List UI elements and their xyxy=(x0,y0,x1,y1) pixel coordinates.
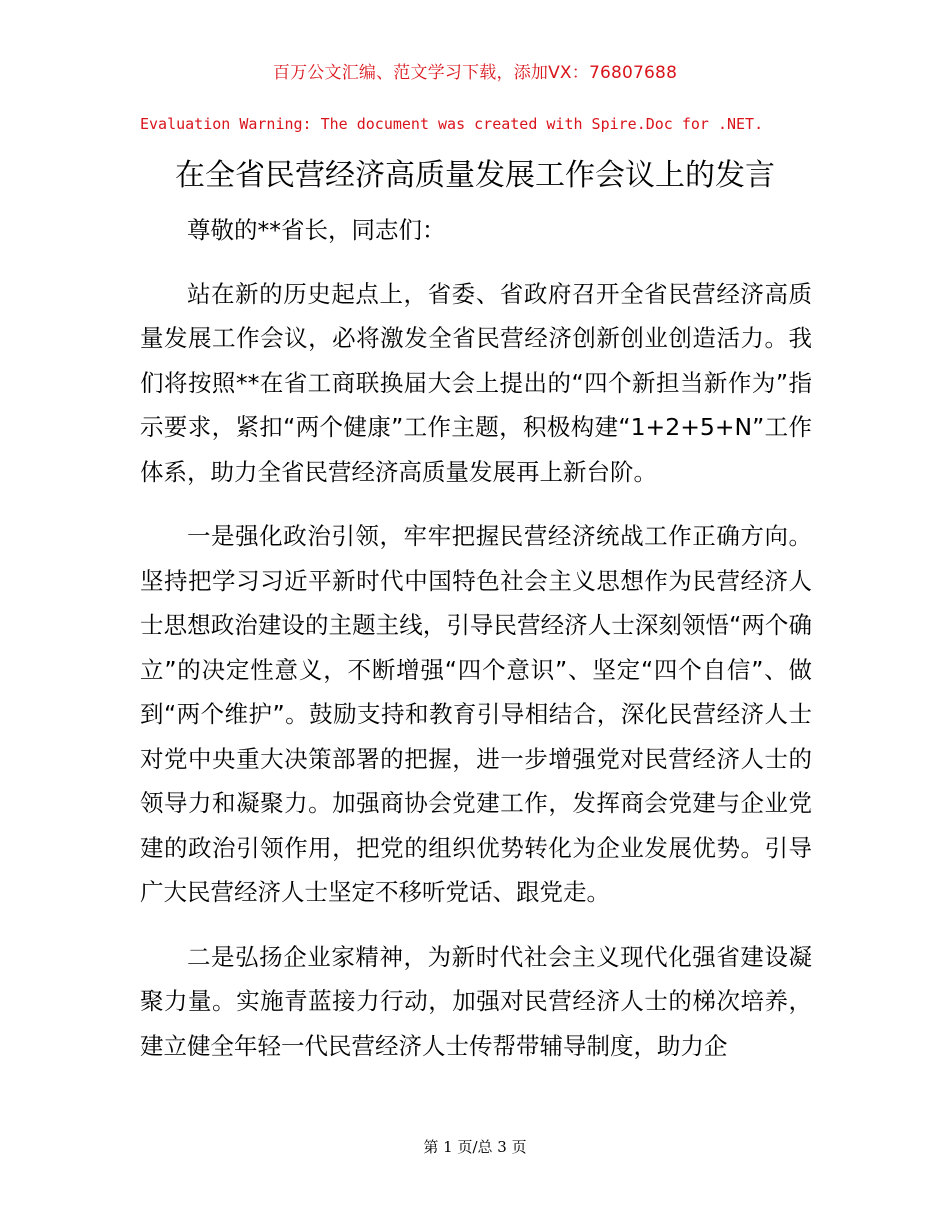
page-number-footer: 第 1 页/总 3 页 xyxy=(423,1138,527,1156)
header-banner: 百万公文汇编、范文学习下载，添加VX：76807688 xyxy=(272,63,678,83)
paragraph-intro: 站在新的历史起点上，省委、省政府召开全省民营经济高质量发展工作会议，必将激发全省民营经济创新创业创造活力。我们将按照**在省工商联换届大会上提出的“四个新担当新作为”指示要求，紧扣“两个健康”工作主题，积极构建“1+2+5+N”工作体系，助力全省民营经济高质量发展再上新台阶。 xyxy=(140,279,812,486)
paragraph-point-two: 二是弘扬企业家精神，为新时代社会主义现代化强省建设凝聚力量。实施青蓝接力行动，加强对民营经济人士的梯次培养，建立健全年轻一代民营经济人士传帮带辅导制度，助力企 xyxy=(140,942,812,1060)
evaluation-warning: Evaluation Warning: The document was created with Spire.Doc for .NET. xyxy=(140,115,764,133)
paragraph-point-one: 一是强化政治引领，牢牢把握民营经济统战工作正确方向。坚持把学习习近平新时代中国特色社会主义思想作为民营经济人士思想政治建设的主题主线，引导民营经济人士深刻领悟“两个确立”的决定性意义，不断增强“四个意识”、坚定“四个自信”、做到“两个维护”。鼓励支持和教育引导相结合，深化民营经济人士对党中央重大决策部署的把握，进一步增强党对民营经济人士的领导力和凝聚力。加强商协会党建工作，发挥商会党建与企业党建的政治引领作用，把党的组织优势转化为企业发展优势。引导广大民营经济人士坚定不移听党话、跟党走。 xyxy=(140,522,812,906)
salutation: 尊敬的**省长，同志们： xyxy=(187,216,446,244)
document-body xyxy=(140,208,812,1088)
document-title: 在全省民营经济高质量发展工作会议上的发言 xyxy=(175,158,775,193)
